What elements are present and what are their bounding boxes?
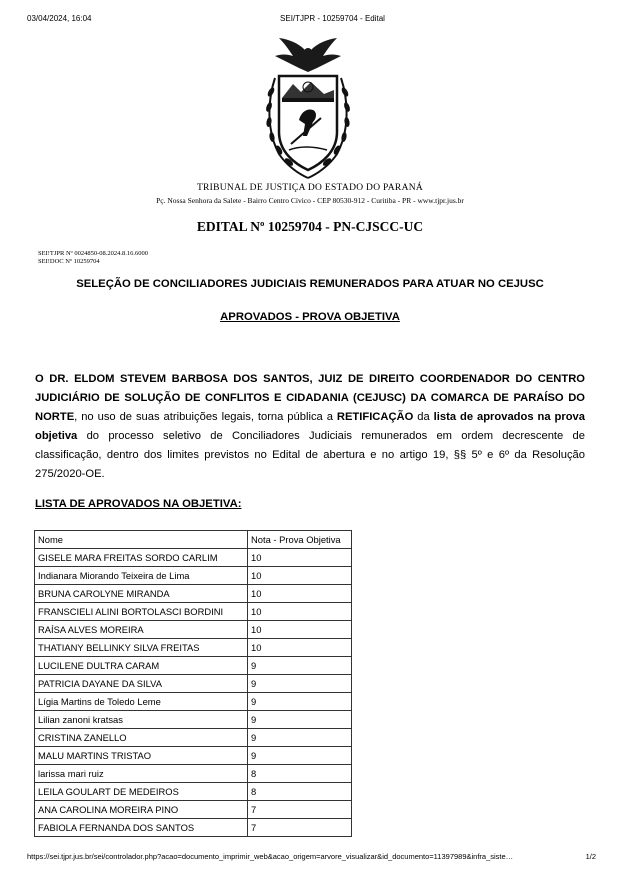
candidate-score: 10 [248, 603, 352, 621]
parana-coat-of-arms-icon [249, 32, 367, 182]
table-row [35, 747, 352, 765]
page-number: 1/2 [585, 852, 596, 861]
results-table [34, 530, 352, 837]
candidate-score: 7 [248, 801, 352, 819]
approved-list-phrase: lista de aprovados na prova objetiva [35, 411, 585, 442]
candidate-score: 8 [248, 783, 352, 801]
candidate-name: MALU MARTINS TRISTAO [35, 747, 248, 765]
candidate-score: 9 [248, 711, 352, 729]
table-row [35, 603, 352, 621]
candidate-name: LUCILENE DULTRA CARAM [35, 657, 248, 675]
candidate-name: BRUNA CAROLYNE MIRANDA [35, 585, 248, 603]
candidate-name: larissa mari ruiz [35, 765, 248, 783]
candidate-score: 9 [248, 675, 352, 693]
candidate-score: 10 [248, 549, 352, 567]
header-score: Nota - Prova Objetiva [248, 531, 352, 549]
court-name: TRIBUNAL DE JUSTIÇA DO ESTADO DO PARANÁ [196, 183, 424, 193]
approved-subtitle: APROVADOS - PROVA OBJETIVA [220, 311, 400, 323]
body-text-1: , no uso de suas atribuições legais, torna pública a [74, 411, 337, 423]
document-meta [38, 250, 148, 266]
candidate-name: GISELE MARA FREITAS SORDO CARLIM [35, 549, 248, 567]
candidate-name: CRISTINA ZANELLO [35, 729, 248, 747]
table-row [35, 657, 352, 675]
candidate-score: 10 [248, 621, 352, 639]
body-text-3: do processo seletivo de Conciliadores Judiciais remunerados em ordem decrescente de classificação, dentro dos limites previstos no Edital de abertura e no artigo 19, §§ 5º e 6º da Resolução 275/2020-OE. [35, 430, 585, 480]
candidate-score: 8 [248, 765, 352, 783]
edital-title: EDITAL Nº 10259704 - PN-CJSCC-UC [196, 219, 424, 234]
list-title: LISTA DE APROVADOS NA OBJETIVA: [35, 498, 242, 510]
candidate-score: 10 [248, 585, 352, 603]
table-row [35, 585, 352, 603]
table-row [35, 621, 352, 639]
body-paragraph [35, 370, 585, 484]
candidate-score: 9 [248, 729, 352, 747]
table-row [35, 729, 352, 747]
candidate-name: PATRICIA DAYANE DA SILVA [35, 675, 248, 693]
candidate-score: 7 [248, 819, 352, 837]
candidate-name: Lígia Martins de Toledo Leme [35, 693, 248, 711]
table-row [35, 675, 352, 693]
candidate-name: FRANSCIELI ALINI BORTOLASCI BORDINI [35, 603, 248, 621]
print-header [27, 14, 593, 23]
candidate-name: Indianara Miorando Teixeira de Lima [35, 567, 248, 585]
table-row [35, 567, 352, 585]
candidate-name: LEILA GOULART DE MEDEIROS [35, 783, 248, 801]
table-row [35, 765, 352, 783]
court-address: Pç. Nossa Senhora da Salete - Bairro Centro Cívico - CEP 80530-912 - Curitiba - PR - www.tjpr.jus.br [156, 196, 464, 205]
table-row [35, 639, 352, 657]
table-row [35, 819, 352, 837]
candidate-score: 10 [248, 639, 352, 657]
table-row [35, 801, 352, 819]
table-row [35, 783, 352, 801]
table-row [35, 711, 352, 729]
document-number: SEI!DOC Nº 10259704 [38, 258, 100, 265]
print-title: SEI/TJPR - 10259704 - Edital [280, 14, 385, 23]
table-row [35, 549, 352, 567]
candidate-name: FABIOLA FERNANDA DOS SANTOS [35, 819, 248, 837]
header-name: Nome [35, 531, 248, 549]
candidate-score: 10 [248, 567, 352, 585]
print-datetime: 03/04/2024, 16:04 [27, 14, 92, 23]
candidate-name: Lilian zanoni kratsas [35, 711, 248, 729]
retification-word: RETIFICAÇÃO [336, 411, 414, 423]
print-url: https://sei.tjpr.jus.br/sei/controlador.php?acao=documento_imprimir_web&acao_origem=arvore_visualizar&id_documento=11397989&infra_siste… [27, 852, 514, 861]
print-footer [27, 852, 596, 861]
candidate-score: 9 [248, 747, 352, 765]
candidate-score: 9 [248, 693, 352, 711]
candidate-name: RAÍSA ALVES MOREIRA [35, 621, 248, 639]
candidate-name: ANA CAROLINA MOREIRA PINO [35, 801, 248, 819]
selection-title: SELEÇÃO DE CONCILIADORES JUDICIAIS REMUNERADOS PARA ATUAR NO CEJUSC [76, 278, 544, 290]
table-row [35, 693, 352, 711]
candidate-score: 9 [248, 657, 352, 675]
judge-intro: O DR. ELDOM STEVEM BARBOSA DOS SANTOS, JUIZ DE DIREITO COORDENADOR DO CENTRO JUDICIÁRIO DE SOLUÇÃO DE CONFLITOS E CIDADANIA (CEJUSC) DA COMARCA DE PARAÍSO DO NORTE [35, 373, 585, 423]
body-text-2: da [413, 411, 434, 423]
candidate-name: THATIANY BELLINKY SILVA FREITAS [35, 639, 248, 657]
process-number: SEI!TJPR Nº 0024850-08.2024.8.16.6000 [38, 250, 148, 257]
table-header-row [35, 531, 352, 549]
